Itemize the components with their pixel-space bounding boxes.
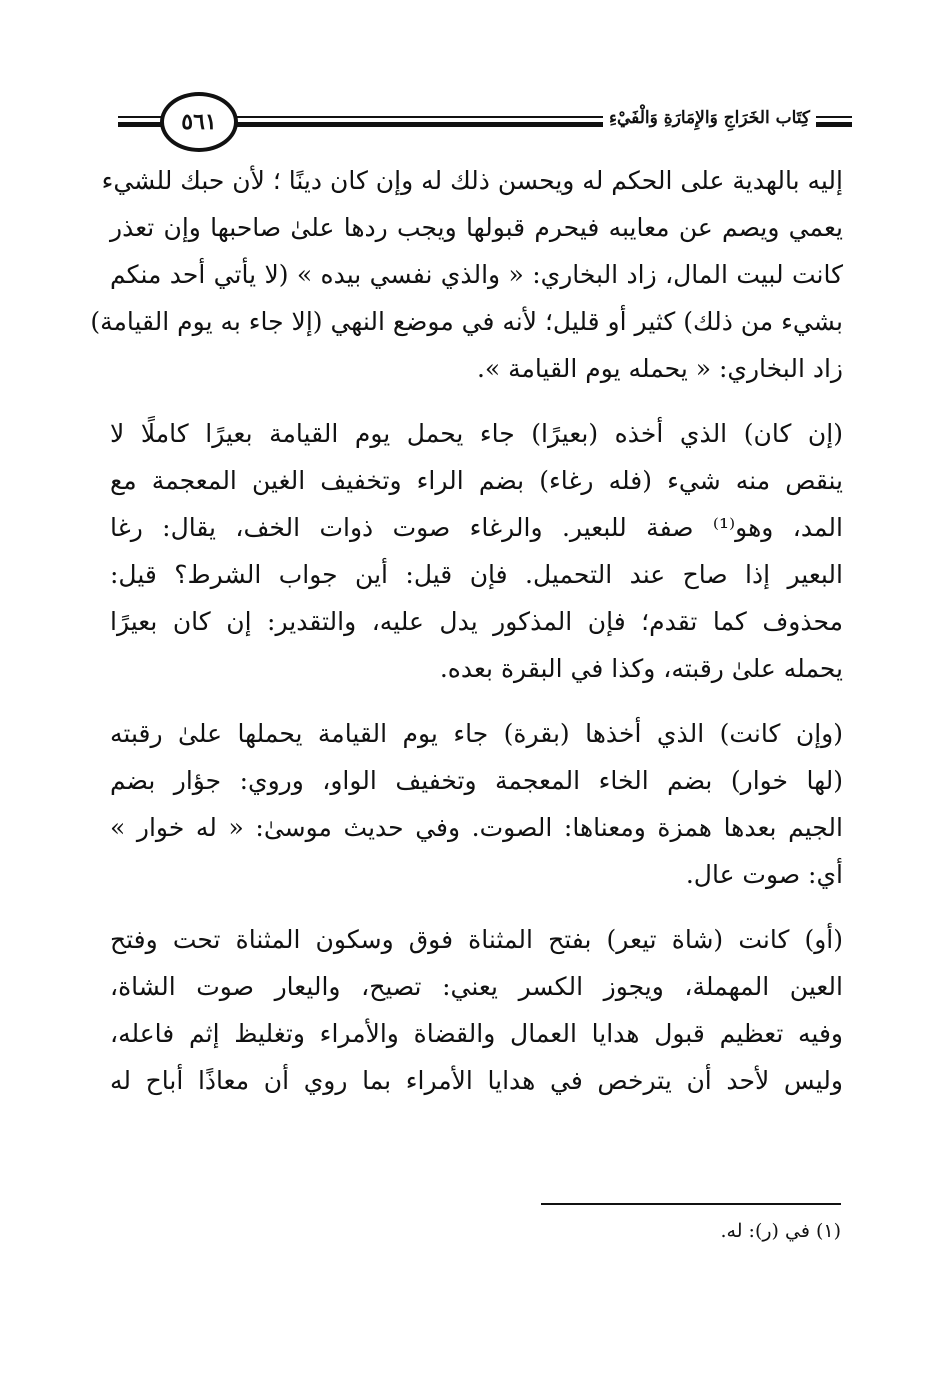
text-line: أي: صوت عال. xyxy=(685,860,843,889)
text-line: وليس لأحد أن يترخص في هدايا الأمراء بما روي أن معاذًا أباح له xyxy=(110,1066,843,1095)
paragraph-4 xyxy=(110,916,843,1104)
page-number-badge xyxy=(160,92,238,152)
text-line: محذوف كما تقدم؛ فإن المذكور يدل عليه، والتقدير: إن كان بعيرًا xyxy=(110,607,843,636)
text-line: زاد البخاري: « يحمله يوم القيامة ». xyxy=(476,354,843,383)
text-line: كانت لبيت المال، زاد البخاري: « والذي نفسي بيده » (لا يأتي أحد منكم xyxy=(110,260,843,289)
text-line: العين المهملة، ويجوز الكسر يعني: تصيح، واليعار صوت الشاة، xyxy=(110,972,843,1001)
running-title: كِتَاب الخَرَاجِ وَالإِمَارَةِ وَالْفَيْءِ xyxy=(603,108,816,128)
footnote-divider xyxy=(541,1203,841,1205)
text-line: (لها خوار) بضم الخاء المعجمة وتخفيف الواو، وروي: جؤار بضم xyxy=(110,766,843,795)
footnote: (١) في (ر): له. xyxy=(720,1220,841,1242)
header-rule-left-bottom xyxy=(118,122,162,127)
text-line: الجيم بعدها همزة ومعناها: الصوت. وفي حديث موسىٰ: « له خوار » xyxy=(110,813,843,842)
text-line: ينقص منه شيء (فله رغاء) بضم الراء وتخفيف الغين المعجمة مع xyxy=(110,466,843,495)
page-number: ٥٦١ xyxy=(181,109,217,135)
page-header xyxy=(118,92,852,152)
text-line: البعير إذا صاح عند التحميل. فإن قيل: أين جواب الشرط؟ قيل: xyxy=(110,560,843,589)
text-line: يعمي ويصم عن معايبه فيحرم قبولها ويجب ردها علىٰ صاحبها وإن تعذر xyxy=(110,213,843,242)
paragraph-3 xyxy=(110,710,843,898)
text-line: إليه بالهدية على الحكم له ويحسن ذلك له وإن كان دينًا ؛ لأن حبك للشيء xyxy=(101,166,843,195)
text-line: بشيء من ذلك) كثير أو قليل؛ لأنه في موضع النهي (إلا جاء به يوم القيامة) xyxy=(90,307,843,336)
paragraph-1 xyxy=(90,157,843,392)
text-line: (إن كان) الذي أخذه (بعيرًا) جاء يحمل يوم القيامة بعيرًا كاملًا لا xyxy=(110,419,843,448)
text-line: المد، وهو⁽¹⁾ صفة للبعير. والرغاء صوت ذوات الخف، يقال: رغا xyxy=(110,513,843,542)
text-line: وفيه تعظيم قبول هدايا العمال والقضاة والأمراء وتغليظ إثم فاعله، xyxy=(110,1019,843,1048)
text-line: يحمله علىٰ رقبته، وكذا في البقرة بعده. xyxy=(439,654,843,683)
page-body xyxy=(90,157,843,1122)
paragraph-2 xyxy=(110,410,843,692)
header-rule-left-top xyxy=(118,116,162,118)
text-line: (وإن كانت) الذي أخذها (بقرة) جاء يوم القيامة يحملها علىٰ رقبته xyxy=(110,719,843,748)
text-line: (أو) كانت (شاة تيعر) بفتح المثناة فوق وسكون المثناة تحت وفتح xyxy=(110,925,843,954)
